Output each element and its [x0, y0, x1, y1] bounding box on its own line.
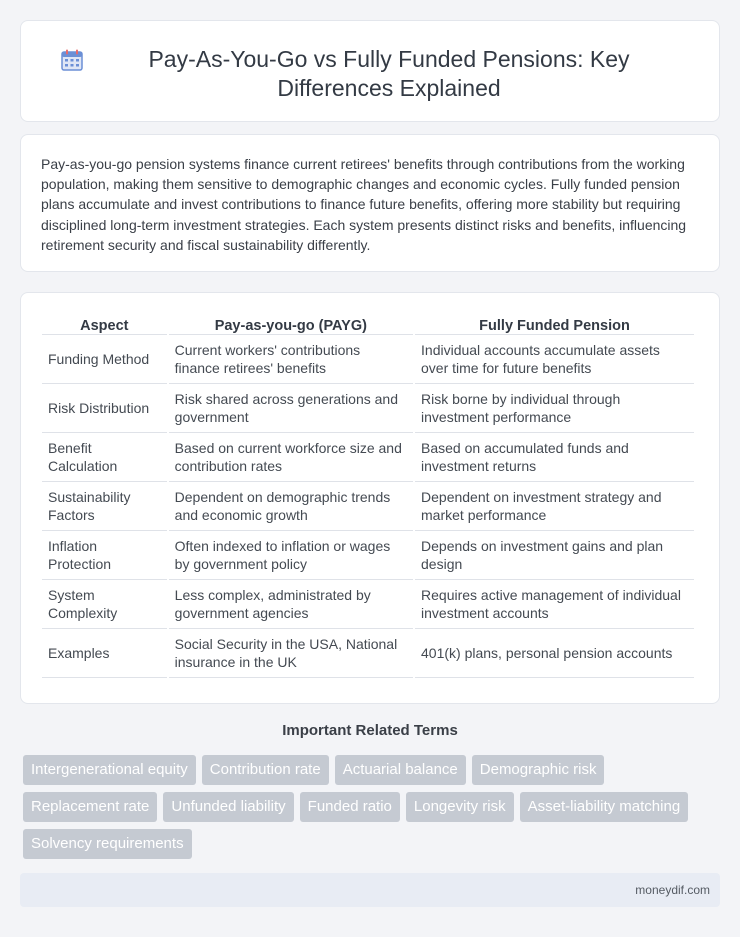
cell-aspect: Sustainability Factors	[42, 482, 167, 531]
intro-paragraph: Pay-as-you-go pension systems finance current retirees' benefits through contributions from the working population, making them sensitive to demographic changes and economic cycles. Fully funded pension plans accumulate and invest contributions to finance future benefits, offering more stability but requiring disciplined long-term investment strategies. Each system presents distinct risks and benefits, influencing retirement security and fiscal sustainability differently.	[41, 156, 687, 253]
cell-aspect: Funding Method	[42, 335, 167, 384]
header-payg: Pay-as-you-go (PAYG)	[169, 314, 413, 335]
cell-funded: Dependent on investment strategy and market performance	[415, 482, 694, 531]
cell-payg: Social Security in the USA, National insurance in the UK	[169, 629, 413, 678]
intro-card	[20, 134, 720, 272]
related-terms-title: Important Related Terms	[282, 722, 458, 739]
comparison-table	[40, 314, 696, 678]
related-term-tag[interactable]: Unfunded liability	[163, 792, 293, 822]
table-row	[42, 384, 694, 433]
cell-aspect: Inflation Protection	[42, 531, 167, 580]
cell-payg: Based on current workforce size and contribution rates	[169, 433, 413, 482]
header-aspect: Aspect	[42, 314, 167, 335]
cell-funded: Individual accounts accumulate assets over time for future benefits	[415, 335, 694, 384]
cell-payg: Risk shared across generations and government	[169, 384, 413, 433]
related-terms-list	[23, 755, 703, 866]
related-term-tag[interactable]: Solvency requirements	[23, 829, 192, 859]
table-row	[42, 335, 694, 384]
table-row	[42, 531, 694, 580]
footer-site-link[interactable]: moneydif.com	[635, 883, 710, 897]
cell-payg: Dependent on demographic trends and economic growth	[169, 482, 413, 531]
cell-aspect: System Complexity	[42, 580, 167, 629]
cell-funded: Based on accumulated funds and investment returns	[415, 433, 694, 482]
table-row	[42, 482, 694, 531]
related-term-tag[interactable]: Asset-liability matching	[520, 792, 689, 822]
cell-funded: Risk borne by individual through investment performance	[415, 384, 694, 433]
related-term-tag[interactable]: Actuarial balance	[335, 755, 466, 785]
related-term-tag[interactable]: Intergenerational equity	[23, 755, 196, 785]
cell-payg: Current workers' contributions finance retirees' benefits	[169, 335, 413, 384]
related-term-tag[interactable]: Longevity risk	[406, 792, 514, 822]
page-title: Pay-As-You-Go vs Fully Funded Pensions: Key Differences Explained	[148, 46, 630, 101]
cell-funded: Requires active management of individual investment accounts	[415, 580, 694, 629]
cell-aspect: Benefit Calculation	[42, 433, 167, 482]
cell-funded: Depends on investment gains and plan design	[415, 531, 694, 580]
related-term-tag[interactable]: Demographic risk	[472, 755, 605, 785]
table-row	[42, 580, 694, 629]
related-term-tag[interactable]: Replacement rate	[23, 792, 157, 822]
table-row	[42, 629, 694, 678]
title-card	[20, 20, 720, 122]
footer-bar	[20, 873, 720, 907]
cell-aspect: Risk Distribution	[42, 384, 167, 433]
cell-payg: Less complex, administrated by government agencies	[169, 580, 413, 629]
table-row	[42, 433, 694, 482]
calendar-icon	[61, 49, 83, 71]
cell-funded: 401(k) plans, personal pension accounts	[415, 629, 694, 678]
comparison-table-card	[20, 292, 720, 704]
cell-payg: Often indexed to inflation or wages by government policy	[169, 531, 413, 580]
table-header-row	[42, 314, 694, 335]
header-funded: Fully Funded Pension	[415, 314, 694, 335]
related-term-tag[interactable]: Funded ratio	[300, 792, 400, 822]
related-term-tag[interactable]: Contribution rate	[202, 755, 329, 785]
title-wrap	[21, 21, 719, 103]
cell-aspect: Examples	[42, 629, 167, 678]
